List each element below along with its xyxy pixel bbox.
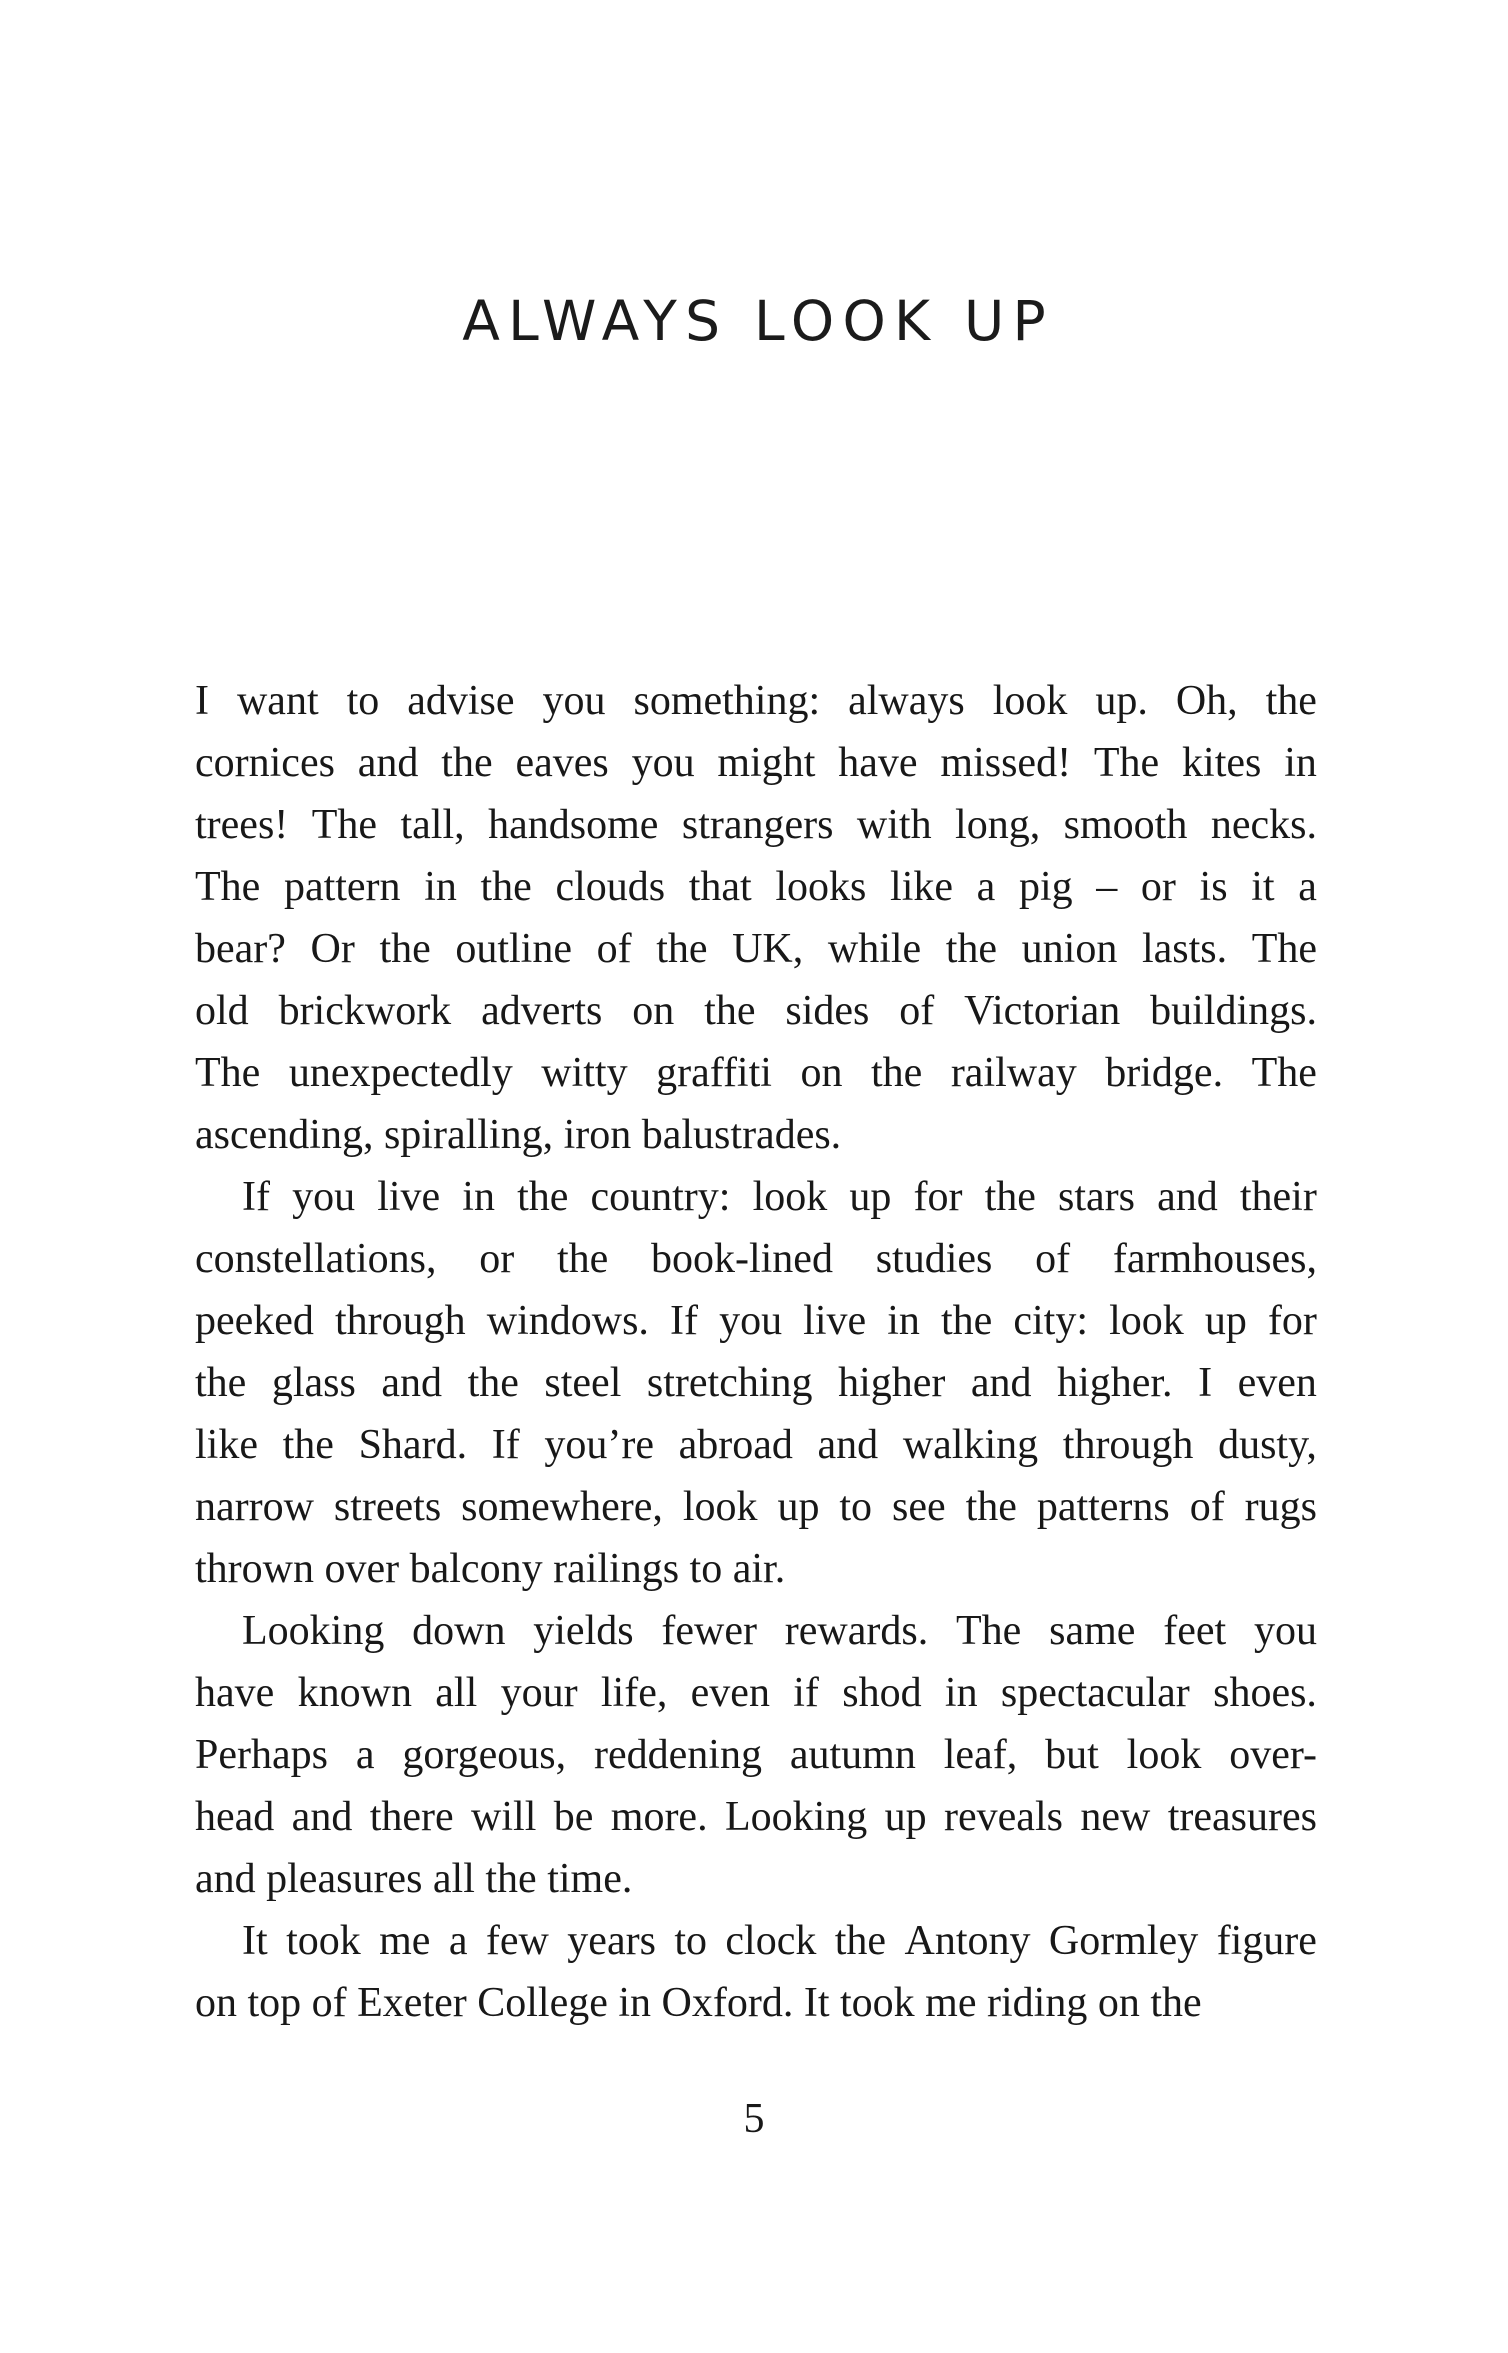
body-word: have	[195, 1670, 275, 1716]
body-word: The	[1251, 926, 1317, 972]
body-word: the	[870, 1050, 923, 1096]
body-word: the	[656, 926, 708, 972]
body-word: adverts	[481, 988, 603, 1034]
body-line	[195, 732, 1317, 794]
body-word: in	[424, 864, 457, 910]
body-word: always	[848, 678, 965, 724]
body-word: trees!	[195, 802, 289, 848]
body-word: unexpectedly	[288, 1050, 513, 1096]
body-word: new	[1080, 1794, 1151, 1840]
body-word: even	[690, 1670, 770, 1716]
body-line	[195, 1476, 1317, 1538]
body-word: the	[1265, 678, 1317, 724]
body-word: stretching	[646, 1360, 813, 1406]
body-word: might	[717, 740, 816, 786]
body-line	[195, 980, 1317, 1042]
body-word: figure	[1216, 1918, 1317, 1964]
body-text	[195, 670, 1317, 2034]
body-word: while	[827, 926, 922, 972]
body-word: with	[856, 802, 932, 848]
body-word: autumn	[789, 1732, 916, 1778]
body-word: all	[435, 1670, 478, 1716]
body-word: higher	[838, 1360, 946, 1406]
body-word: kites	[1182, 740, 1262, 786]
body-word: clouds	[555, 864, 666, 910]
body-word: Perhaps	[195, 1732, 328, 1778]
body-word: city:	[1013, 1298, 1089, 1344]
body-word: clock	[725, 1918, 817, 1964]
body-word: the	[379, 926, 431, 972]
body-word: glass	[271, 1360, 356, 1406]
body-word: a	[448, 1918, 468, 1964]
body-word: down	[412, 1608, 506, 1654]
body-word: UK,	[732, 926, 804, 972]
body-word: up.	[1095, 678, 1148, 724]
body-line	[195, 1910, 1317, 1972]
body-line	[195, 1414, 1317, 1476]
body-word: in	[462, 1174, 495, 1220]
body-word: look	[1109, 1298, 1184, 1344]
body-line: and pleasures all the time.	[195, 1856, 633, 1902]
body-line: thrown over balcony railings to air.	[195, 1546, 786, 1592]
body-line	[195, 794, 1317, 856]
body-line	[195, 1290, 1317, 1352]
body-word: The	[195, 864, 261, 910]
body-word: to	[839, 1484, 873, 1530]
body-word: the	[480, 864, 532, 910]
body-word: you	[292, 1174, 356, 1220]
body-word: long,	[955, 802, 1041, 848]
body-word: in	[1284, 740, 1317, 786]
body-line	[195, 1166, 1317, 1228]
body-word: rugs	[1244, 1484, 1317, 1530]
body-word: leaf,	[943, 1732, 1018, 1778]
body-word: union	[1021, 926, 1118, 972]
body-word: The	[311, 802, 378, 848]
body-word: missed!	[940, 740, 1072, 786]
body-word: the	[945, 926, 998, 972]
body-word: something:	[633, 678, 821, 724]
body-word: of	[596, 926, 632, 972]
body-word: feet	[1163, 1608, 1227, 1654]
body-word: of	[899, 988, 935, 1034]
body-word: you	[631, 740, 695, 786]
body-word: handsome	[488, 802, 659, 848]
body-word: Victorian	[964, 988, 1121, 1034]
body-line	[195, 1786, 1317, 1848]
body-word: If	[491, 1422, 520, 1468]
body-word: for	[1267, 1298, 1317, 1344]
body-word: that	[688, 864, 752, 910]
body-word: bridge.	[1105, 1050, 1224, 1096]
body-word: like	[195, 1422, 258, 1468]
body-word: want	[236, 678, 319, 724]
body-word: stars	[1057, 1174, 1135, 1220]
body-word: there	[369, 1794, 454, 1840]
body-word: the	[965, 1484, 1017, 1530]
body-word: bear?	[195, 926, 286, 972]
body-word: the	[195, 1360, 247, 1406]
body-word: up	[884, 1794, 927, 1840]
body-word: looks	[775, 864, 867, 910]
body-line	[195, 1600, 1317, 1662]
body-word: The	[956, 1608, 1022, 1654]
body-word: studies	[875, 1236, 993, 1282]
body-word: and	[1157, 1174, 1218, 1220]
body-word: railway	[950, 1050, 1077, 1096]
body-word: to	[674, 1918, 707, 1964]
body-word: patterns	[1036, 1484, 1170, 1530]
body-word: over-	[1229, 1732, 1317, 1778]
body-word: few	[485, 1918, 549, 1964]
body-word: If	[242, 1174, 270, 1220]
body-word: Gormley	[1048, 1918, 1199, 1964]
body-word: a	[355, 1732, 375, 1778]
body-word: you	[719, 1298, 783, 1344]
body-word: the	[282, 1422, 334, 1468]
body-word: shod	[842, 1670, 922, 1716]
body-word: I	[1198, 1360, 1213, 1406]
body-word: windows.	[486, 1298, 649, 1344]
body-word: graffiti	[656, 1050, 772, 1096]
body-line	[195, 1662, 1317, 1724]
body-line	[195, 856, 1317, 918]
body-word: yields	[533, 1608, 634, 1654]
body-word: the	[834, 1918, 887, 1964]
body-line	[195, 1228, 1317, 1290]
body-word: necks.	[1210, 802, 1317, 848]
body-word: is	[1199, 864, 1228, 910]
body-word: farmhouses,	[1112, 1236, 1317, 1282]
body-word: you’re	[544, 1422, 654, 1468]
body-word: Oh,	[1175, 678, 1238, 724]
body-word: you	[1253, 1608, 1317, 1654]
body-word: took	[286, 1918, 361, 1964]
body-word: if	[793, 1670, 819, 1716]
body-word: to	[346, 678, 380, 724]
body-word: constellations,	[195, 1236, 437, 1282]
body-word: The	[1093, 740, 1160, 786]
body-word: pig	[1018, 864, 1073, 910]
body-word: up	[777, 1484, 820, 1530]
body-word: like	[890, 864, 954, 910]
body-word: a	[976, 864, 996, 910]
body-word: through	[1062, 1422, 1194, 1468]
body-word: and	[291, 1794, 353, 1840]
body-word: pattern	[283, 864, 401, 910]
body-word: spectacular	[1000, 1670, 1190, 1716]
body-word: fewer	[661, 1608, 757, 1654]
body-word: head	[195, 1794, 275, 1840]
body-word: It	[242, 1918, 268, 1964]
body-word: gorgeous,	[402, 1732, 567, 1778]
body-word: steel	[544, 1360, 622, 1406]
body-word: live	[377, 1174, 441, 1220]
body-word: see	[891, 1484, 946, 1530]
body-word: country:	[590, 1174, 731, 1220]
body-word: will	[471, 1794, 537, 1840]
body-word: the	[556, 1236, 609, 1282]
body-word: be	[553, 1794, 594, 1840]
body-word: more.	[610, 1794, 708, 1840]
body-word: look	[752, 1174, 828, 1220]
body-line	[195, 918, 1317, 980]
body-word: your	[500, 1670, 578, 1716]
chapter-title: ALWAYS LOOK UP	[462, 289, 1054, 353]
body-word: and	[357, 740, 419, 786]
body-word: reveals	[944, 1794, 1063, 1840]
body-word: look	[682, 1484, 758, 1530]
body-word: or	[479, 1236, 515, 1282]
body-word: walking	[902, 1422, 1039, 1468]
body-word: strangers	[681, 802, 834, 848]
body-word: The	[195, 1050, 261, 1096]
body-word: eaves	[515, 740, 609, 786]
body-word: higher.	[1057, 1360, 1173, 1406]
body-word: the	[517, 1174, 569, 1220]
body-word: narrow	[195, 1484, 314, 1530]
body-word: The	[1251, 1050, 1317, 1096]
body-word: years	[567, 1918, 656, 1964]
body-word: Looking	[724, 1794, 868, 1840]
body-word: look	[992, 678, 1068, 724]
body-word: on	[800, 1050, 843, 1096]
body-word: me	[379, 1918, 431, 1964]
body-word: in	[944, 1670, 978, 1716]
body-word: or	[1140, 864, 1176, 910]
body-word: shoes.	[1213, 1670, 1317, 1716]
body-word: Looking	[242, 1608, 385, 1654]
body-word: dusty,	[1218, 1422, 1317, 1468]
body-word: and	[970, 1360, 1032, 1406]
body-word: the	[984, 1174, 1036, 1220]
body-word: peeked	[195, 1298, 314, 1344]
body-word: of	[1189, 1484, 1225, 1530]
body-word: brickwork	[278, 988, 452, 1034]
body-word: I	[195, 678, 209, 724]
body-word: and	[817, 1422, 879, 1468]
body-word: you	[542, 678, 606, 724]
body-word: Antony	[904, 1918, 1031, 1964]
body-word: treasures	[1167, 1794, 1317, 1840]
body-word: outline	[455, 926, 572, 972]
body-word: on	[632, 988, 675, 1034]
body-word: known	[297, 1670, 412, 1716]
body-word: buildings.	[1150, 988, 1317, 1034]
body-word: a	[1298, 864, 1317, 910]
body-word: of	[1035, 1236, 1071, 1282]
body-word: the	[704, 988, 756, 1034]
body-line: ascending, spiralling, iron balustrades.	[195, 1112, 842, 1158]
body-word: rewards.	[784, 1608, 929, 1654]
body-word: the	[940, 1298, 993, 1344]
body-word: it	[1251, 864, 1275, 910]
body-word: and	[381, 1360, 443, 1406]
body-word: Or	[310, 926, 355, 972]
body-word: up	[849, 1174, 892, 1220]
body-word: for	[913, 1174, 963, 1220]
body-word: abroad	[678, 1422, 793, 1468]
body-word: the	[467, 1360, 519, 1406]
body-word: lasts.	[1141, 926, 1228, 972]
body-word: If	[670, 1298, 698, 1344]
body-word: smooth	[1063, 802, 1188, 848]
body-line: on top of Exeter College in Oxford. It took me riding on the	[195, 1980, 1202, 2026]
body-word: book-lined	[650, 1236, 833, 1282]
body-word: look	[1126, 1732, 1202, 1778]
body-line	[195, 670, 1317, 732]
body-word: up	[1204, 1298, 1247, 1344]
body-word: streets	[333, 1484, 442, 1530]
body-word: life,	[600, 1670, 668, 1716]
body-word: even	[1237, 1360, 1317, 1406]
body-word: reddening	[594, 1732, 762, 1778]
body-word: the	[441, 740, 493, 786]
body-word: live	[803, 1298, 867, 1344]
body-word: old	[195, 988, 249, 1034]
body-word: witty	[541, 1050, 628, 1096]
body-line	[195, 1352, 1317, 1414]
body-word: somewhere,	[461, 1484, 663, 1530]
body-word: tall,	[400, 802, 465, 848]
body-word: but	[1045, 1732, 1099, 1778]
body-word: advise	[407, 678, 515, 724]
body-word: in	[887, 1298, 920, 1344]
body-word: cornices	[195, 740, 335, 786]
body-word: same	[1049, 1608, 1136, 1654]
body-line	[195, 1724, 1317, 1786]
body-word: sides	[785, 988, 870, 1034]
body-word: their	[1239, 1174, 1317, 1220]
page-number: 5	[743, 2096, 765, 2142]
body-word: Shard.	[358, 1422, 468, 1468]
body-word: have	[838, 740, 918, 786]
body-line	[195, 1042, 1317, 1104]
body-word: –	[1096, 864, 1118, 910]
body-word: through	[335, 1298, 466, 1344]
